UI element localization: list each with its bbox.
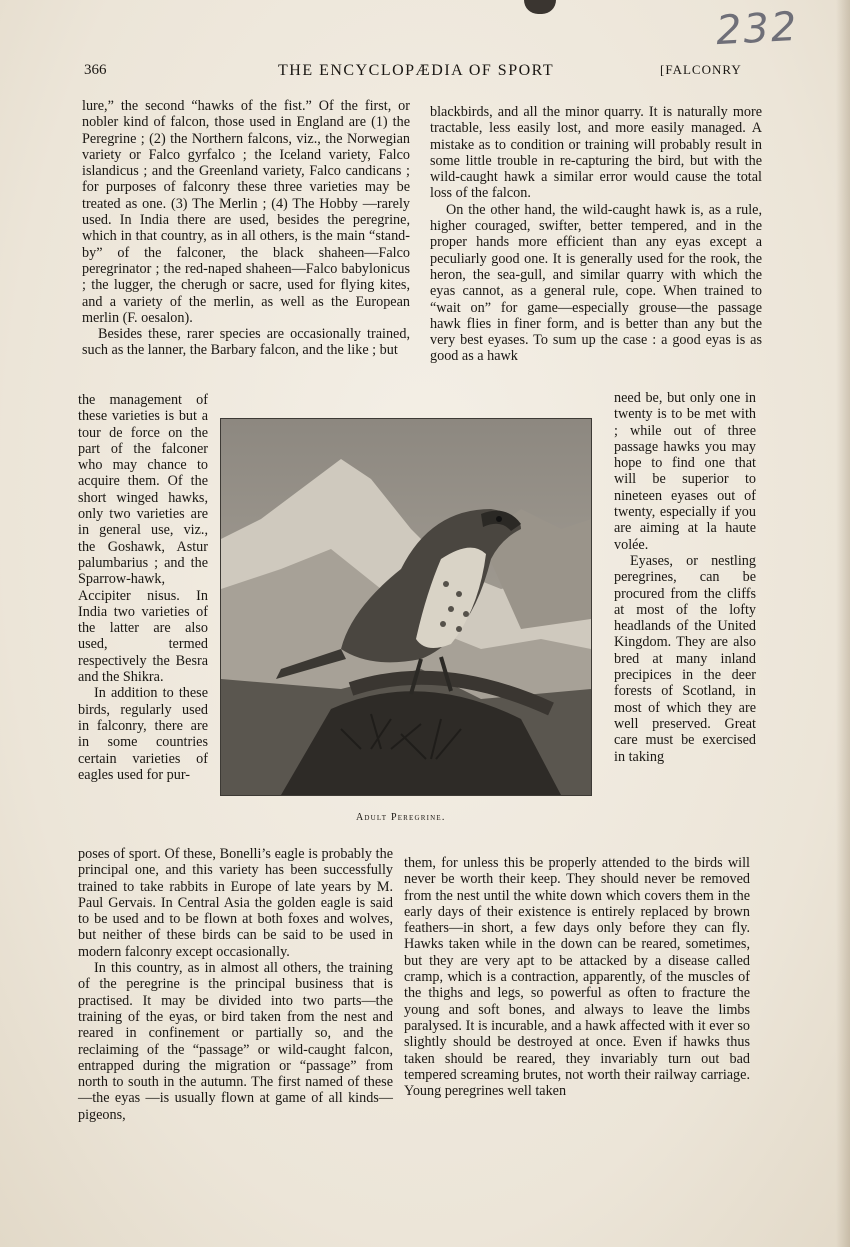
- right-column-middle: [614, 390, 756, 765]
- paragraph: them, for unless this be properly attended to the birds will never be worth their keep. They should never be removed from the nest until the white down which covers them in the early days of their existence is entirely replaced by brown feathers—in short, a few days only before they can fly. Hawks taken while in the down can be reared, sometimes, but they are very apt to be attacked by a disease called cramp, which is a contraction, apparently, of the muscles of the thighs and legs, so powerful as often to fracture the young and soft bones, and always to leave the limbs paralysed. It is incurable, and a hawk affected with it ever so slightly should be destroyed at once. Even if hawks thus taken should be reared, they invariably turn out bad tempered screaming brutes, not worth their railway carriage. Young peregrines well taken: [404, 855, 750, 1100]
- paragraph: Eyases, or nestling peregrines, can be procured from the cliffs at most of the lofty headlands of the United Kingdom. They are also bred at many inland precipices in the deer forests of Scotland, in most of which they are well preserved. Great care must be exercised in taking: [614, 552, 756, 765]
- left-column-bottom: [78, 846, 393, 1123]
- paragraph: lure,” the second “hawks of the fist.” Of the first, or nobler kind of falcon, those used in England are (1) the Peregrine ; (2) the Northern falcons, viz., the Norwegian variety or Falco gyrfalco ; the Iceland variety, Falco islandicus ; and the Greenland variety, Falco candicans ; for purposes of falconry these three varieties may be treated as one. (3) The Merlin ; (4) The Hobby —rarely used. In India there are used, besides the peregrine, which in that country, as in all others, is the main “stand-by” of the falconer, the black shaheen—Falco peregrinator ; the red-naped shaheen—Falco babylonicus ; the lugger, the cherugh or sacre, used for flying kites, and a variety of the merlin, as well as the European merlin (F. oesalon).: [82, 98, 410, 326]
- right-column-bottom: [404, 855, 750, 1099]
- right-column-top: [430, 104, 762, 365]
- paragraph: On the other hand, the wild-caught hawk is, as a rule, higher couraged, swifter, better tempered, and in the proper hands more efficient than any eyas except a peculiarly good one. It is generally used for the rook, the heron, the sea-gull, and similar quarry with which the eyas cannot, as a general rule, cope. When trained to “wait on” for game—especially grouse—the passage hawk flies in finer form, and is better than any but the very best eyases. To sum up the case : a good eyas is as good as a hawk: [430, 201, 762, 365]
- paragraph: poses of sport. Of these, Bonelli’s eagle is probably the principal one, and this variety has been successfully trained to take rabbits in Europe of late years by M. Paul Gervais. In Central Asia the golden eagle is said to be used and to be flown at both foxes and wolves, but neither of these birds can be said to be used in modern falconry except occasionally.: [78, 846, 393, 960]
- page-edge-shadow: [836, 0, 850, 1247]
- paragraph: In this country, as in almost all others, the training of the peregrine is the principal business that is practised. It may be divided into two parts—the training of the eyas, or bird taken from the nest and reared in confinement or partially so, and the reclaiming of the “passage” or wild-caught falcon, entrapped during the migration or “passage” from north to south in the autumn. The first named of these—the eyas —is usually flown at game of all kinds—pigeons,: [78, 960, 393, 1123]
- falcon-engraving: [221, 419, 591, 795]
- pencil-page-note: 232: [714, 3, 800, 55]
- peregrine-illustration: [220, 418, 592, 796]
- section-title: [FALCONRY: [660, 62, 742, 77]
- paragraph: In addition to these birds, regularly used in falconry, there are in some countries certain varieties of eagles used for pur-: [78, 685, 208, 783]
- paragraph: the management of these varieties is but a tour de force on the part of the falconer who may chance to acquire them. Of the short winged hawks, only two varieties are in general use, viz., the Goshawk, Astur palumbarius ; and the Sparrow-hawk, Accipiter nisus. In India two varieties of the latter are also used, termed respectively the Besra and the Shikra.: [78, 392, 208, 686]
- page-number: 366: [84, 62, 107, 78]
- figure-caption: Adult Peregrine.: [356, 812, 446, 823]
- running-title: THE ENCYCLOPÆDIA OF SPORT: [278, 62, 555, 79]
- paragraph: Besides these, rarer species are occasionally trained, such as the lanner, the Barbary falcon, and the like ; but: [82, 326, 410, 359]
- paragraph: blackbirds, and all the minor quarry. It is naturally more tractable, less easily lost, and more easily managed. A mistake as to condition or training will probably result in some little trouble in re-capturing the bird, but with the wild-caught hawk a similar error would cause the total loss of the falcon.: [430, 104, 762, 202]
- paragraph: need be, but only one in twenty is to be met with ; while out of three passage hawks you may hope to find one that will be superior to nineteen eyases out of twenty, especially if you are aiming at la haute volée.: [614, 390, 756, 553]
- left-column-middle: [78, 392, 208, 783]
- left-column-top: [82, 98, 410, 359]
